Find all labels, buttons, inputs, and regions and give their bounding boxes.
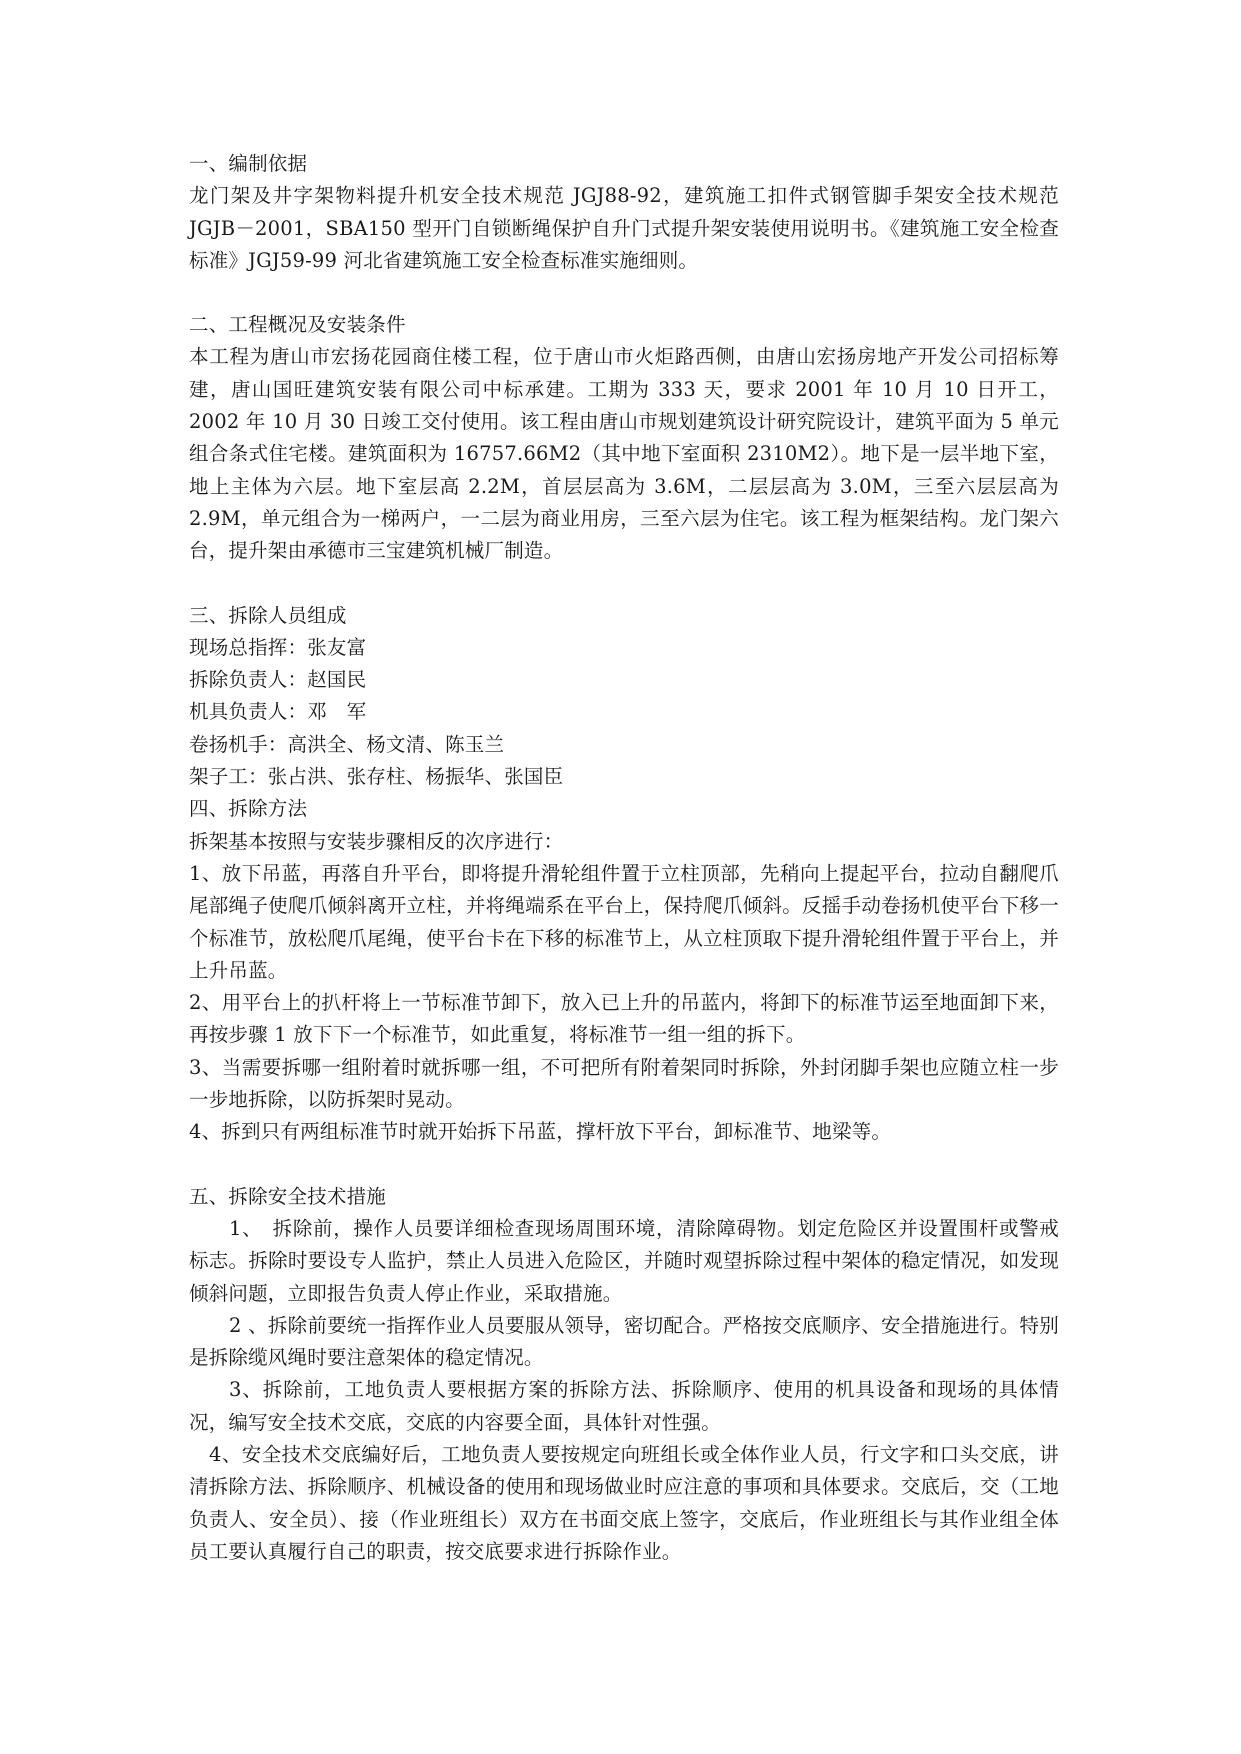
section-4-heading: 四、拆除方法 [189, 797, 308, 821]
section-2-body: 本工程为唐山市宏扬花园商住楼工程，位于唐山市火炬路西侧，由唐山宏扬房地产开发公司招标筹建，唐山国旺建筑安装有限公司中标承建。工期为 333 天，要求 2001 年 10 月 10 日开工，2002 年 10 月 30 日竣工交付使用。该工程由唐山市规划建筑设计研究院设计，建筑平面为 5 单元组合条式住宅楼。建筑面积为 16757.66M2（其中地下室面积 2310M2）。地下是一层半地下室，地上主体为六层。地下室层高 2.2M，首层层高为 3.6M，二层层高为 3.0M，三至六层层高为 2.9M，单元组合为一梯两户，一二层为商业用房，三至六层为住宅。该工程为框架结构。龙门架六台，提升架由承德市三宝建筑机械厂制造。 [189, 345, 1059, 563]
section-gap [189, 568, 1059, 600]
personnel-scaffolders: 架子工：张占洪、张存柱、杨振华、张国臣 [189, 765, 564, 789]
method-step-3: 3、当需要拆哪一组附着时就拆哪一组，不可把所有附着架同时拆除，外封闭脚手架也应随立柱一步一步地拆除，以防拆架时晃动。 [189, 1055, 1059, 1112]
personnel-demolition-lead: 拆除负责人：赵国民 [189, 668, 367, 692]
method-step-1: 1、放下吊蓝，再落自升平台，即将提升滑轮组件置于立柱顶部，先稍向上提起平台，拉动自翻爬爪尾部绳子使爬爪倾斜离开立柱，并将绳端系在平台上，保持爬爪倾斜。反摇手动卷扬机使平台下移一个标准节，放松爬爪尾绳，使平台卡在下移的标准节上，从立柱顶取下提升滑轮组件置于平台上，并上升吊蓝。 [189, 861, 1059, 982]
personnel-commander: 现场总指挥：张友富 [189, 635, 367, 659]
safety-measure-4: 4、安全技术交底编好后，工地负责人要按规定向班组长或全体作业人员，行文字和口头交底，讲清拆除方法、拆除顺序、机械设备的使用和现场做业时应注意的事项和具体要求。交底后，交（工地负责人、安全员）、接（作业班组长）双方在书面交底上签字，交底后，作业班组长与其作业组全体员工要认真履行自己的职责，按交底要求进行拆除作业。 [189, 1442, 1059, 1563]
section-3-heading: 三、拆除人员组成 [189, 603, 347, 627]
section-4-intro: 拆架基本按照与安装步骤相反的次序进行： [189, 829, 564, 853]
personnel-winch-operators: 卷扬机手：高洪全、杨文清、陈玉兰 [189, 732, 505, 756]
section-1-body: 龙门架及井字架物料提升机安全技术规范 JGJ88-92，建筑施工扣件式钢管脚手架安全技术规范 JGJB－2001，SBA150 型开门自锁断绳保护自升门式提升架安装使用说明书。《建筑施工安全检查标准》JGJ59-99 河北省建筑施工安全检查标准实施细则。 [189, 184, 1059, 272]
section-1-heading: 一、编制依据 [189, 152, 308, 175]
section-gap [189, 277, 1059, 309]
safety-measure-3: 3、拆除前，工地负责人要根据方案的拆除方法、拆除顺序、使用的机具设备和现场的具体情况，编写安全技术交底，交底的内容要全面，具体针对性强。 [189, 1378, 1059, 1434]
method-step-2: 2、用平台上的扒杆将上一节标准节卸下，放入已上升的吊蓝内，将卸下的标准节运至地面卸下来，再按步骤 1 放下下一个标准节，如此重复，将标准节一组一组的拆下。 [189, 991, 1059, 1047]
section-2-heading: 二、工程概况及安装条件 [189, 313, 406, 337]
section-5-heading: 五、拆除安全技术措施 [189, 1184, 387, 1208]
section-gap [189, 1149, 1059, 1181]
personnel-equipment-lead: 机具负责人：邓 军 [189, 700, 367, 724]
safety-measure-2: 2 、拆除前要统一指挥作业人员要服从领导，密切配合。严格按交底顺序、安全措施进行。特别是拆除缆风绳时要注意架体的稳定情况。 [189, 1313, 1059, 1370]
safety-measure-1: 1、 拆除前，操作人员要详细检查现场周围环境，清除障碍物。划定危险区并设置围杆或警戒标志。拆除时要设专人监护，禁止人员进入危险区，并随时观望拆除过程中架体的稳定情况，如发现倾斜问题，立即报告负责人停止作业，采取措施。 [189, 1216, 1059, 1305]
document-body [189, 148, 1059, 1568]
method-step-4: 4、拆到只有两组标准节时就开始拆下吊蓝，撑杆放下平台，卸标准节、地梁等。 [189, 1120, 892, 1144]
